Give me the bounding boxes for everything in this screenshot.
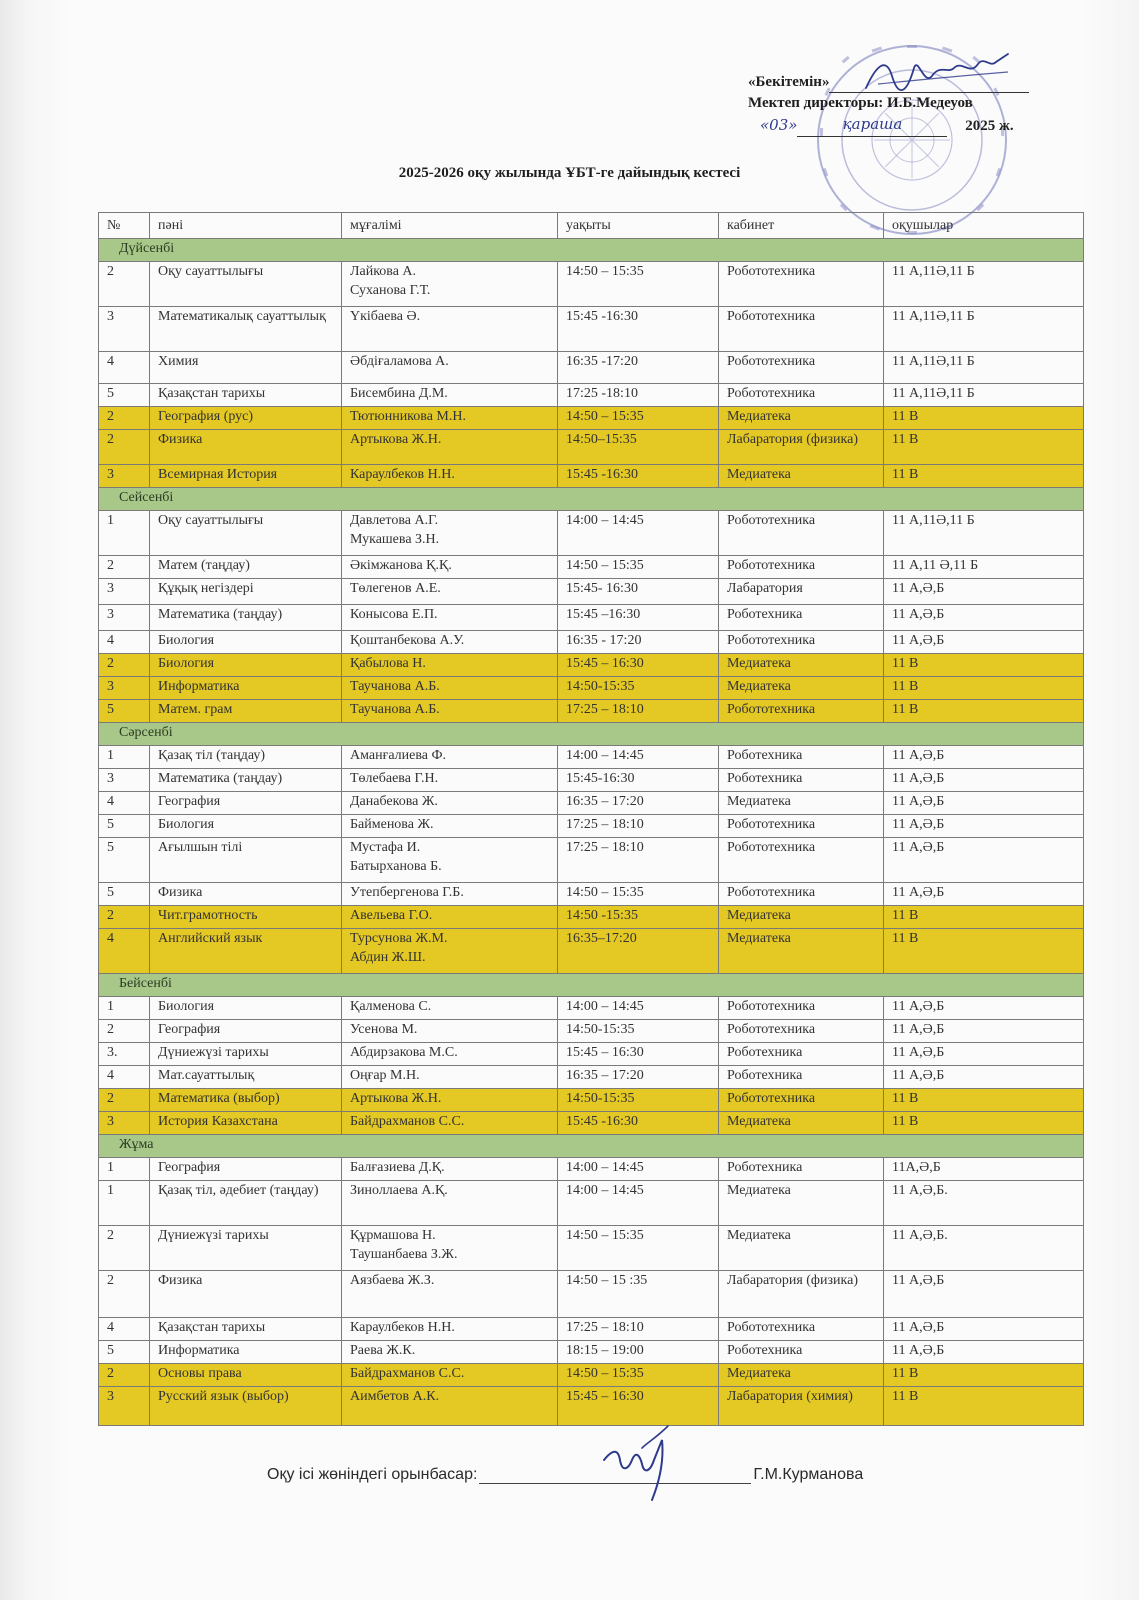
cell-number: 3	[99, 677, 150, 700]
director-line: Мектеп директоры: И.Б.Медеуов	[748, 95, 973, 111]
cell-time: 18:15 – 19:00	[558, 1341, 719, 1364]
cell-students: 11 А,Ә,Б	[884, 1271, 1084, 1318]
table-row	[99, 465, 1084, 488]
table-row	[99, 605, 1084, 631]
cell-time: 17:25 -18:10	[558, 384, 719, 407]
cell-room: Медиатека	[719, 1364, 884, 1387]
table-row	[99, 1226, 1084, 1271]
table-row	[99, 430, 1084, 465]
cell-teacher: Абдирзакова М.С.	[342, 1043, 558, 1066]
cell-time: 14:50 – 15:35	[558, 407, 719, 430]
table-row	[99, 769, 1084, 792]
cell-teacher: Үкібаева Ә.	[342, 307, 558, 352]
deputy-signature	[598, 1420, 688, 1510]
cell-time: 14:00 – 14:45	[558, 997, 719, 1020]
cell-room: Медиатека	[719, 906, 884, 929]
col-header-number: №	[99, 213, 150, 239]
col-header-students: оқушылар	[884, 213, 1084, 239]
table-row	[99, 262, 1084, 307]
cell-subject: Чит.грамотность	[150, 906, 342, 929]
table-row	[99, 1364, 1084, 1387]
cell-teacher: Лайкова А. Суханова Г.Т.	[342, 262, 558, 307]
cell-number: 3	[99, 465, 150, 488]
cell-room: Лабаратория (физика)	[719, 1271, 884, 1318]
table-row	[99, 407, 1084, 430]
cell-time: 14:50 – 15:35	[558, 1226, 719, 1271]
cell-students: 11 А,Ә,Б	[884, 997, 1084, 1020]
cell-number: 5	[99, 815, 150, 838]
cell-time: 15:45 -16:30	[558, 307, 719, 352]
table-row	[99, 815, 1084, 838]
cell-room: Медиатека	[719, 654, 884, 677]
cell-number: 5	[99, 1341, 150, 1364]
cell-subject: География	[150, 792, 342, 815]
cell-room: Медиатека	[719, 1181, 884, 1226]
cell-teacher: Конысова Е.П.	[342, 605, 558, 631]
cell-teacher: Балғазиева Д.Қ.	[342, 1158, 558, 1181]
cell-number: 3	[99, 579, 150, 605]
cell-subject: Физика	[150, 883, 342, 906]
table-row	[99, 1158, 1084, 1181]
cell-time: 15:45 – 16:30	[558, 654, 719, 677]
cell-number: 4	[99, 1066, 150, 1089]
footer-label: Оқу ісі жөніндегі орынбасар:	[267, 1466, 478, 1483]
cell-students: 11 А,Ә,Б	[884, 1043, 1084, 1066]
cell-students: 11 А,11Ә,11 Б	[884, 511, 1084, 556]
cell-subject: Математика (таңдау)	[150, 769, 342, 792]
cell-time: 14:50-15:35	[558, 677, 719, 700]
cell-students: 11 А,11Ә,11 Б	[884, 384, 1084, 407]
cell-subject: Физика	[150, 1271, 342, 1318]
table-row	[99, 511, 1084, 556]
cell-number: 3	[99, 1387, 150, 1426]
cell-number: 2	[99, 654, 150, 677]
cell-time: 14:50–15:35	[558, 430, 719, 465]
cell-room: Роботехника	[719, 1066, 884, 1089]
table-row	[99, 929, 1084, 974]
cell-teacher: Давлетова А.Г. Мукашева З.Н.	[342, 511, 558, 556]
table-row	[99, 792, 1084, 815]
table-row	[99, 746, 1084, 769]
day-name: Сейсенбі	[99, 488, 1084, 511]
cell-time: 15:45 – 16:30	[558, 1387, 719, 1426]
cell-number: 2	[99, 1271, 150, 1318]
day-header-row	[99, 974, 1084, 997]
cell-teacher: Аимбетов А.К.	[342, 1387, 558, 1426]
cell-number: 2	[99, 1364, 150, 1387]
cell-subject: Химия	[150, 352, 342, 384]
cell-number: 3	[99, 1112, 150, 1135]
day-header-row	[99, 239, 1084, 262]
cell-time: 15:45- 16:30	[558, 579, 719, 605]
cell-subject: Английский язык	[150, 929, 342, 974]
cell-room: Медиатека	[719, 677, 884, 700]
cell-students: 11 В	[884, 654, 1084, 677]
cell-time: 16:35 -17:20	[558, 352, 719, 384]
cell-subject: Информатика	[150, 1341, 342, 1364]
cell-room: Робототехника	[719, 883, 884, 906]
cell-teacher: Бисембина Д.М.	[342, 384, 558, 407]
cell-room: Лабаратория	[719, 579, 884, 605]
cell-teacher: Раева Ж.К.	[342, 1341, 558, 1364]
cell-time: 15:45 – 16:30	[558, 1043, 719, 1066]
cell-teacher: Әкімжанова Қ.Қ.	[342, 556, 558, 579]
cell-teacher: Қоштанбекова А.У.	[342, 631, 558, 654]
cell-time: 17:25 – 18:10	[558, 700, 719, 723]
cell-subject: Қазақстан тарихы	[150, 1318, 342, 1341]
cell-number: 5	[99, 838, 150, 883]
cell-students: 11 А,11Ә,11 Б	[884, 262, 1084, 307]
cell-time: 14:50 – 15:35	[558, 556, 719, 579]
cell-number: 2	[99, 430, 150, 465]
cell-room: Робототехника	[719, 997, 884, 1020]
cell-room: Медиатека	[719, 407, 884, 430]
cell-room: Медиатека	[719, 792, 884, 815]
cell-teacher: Байдрахманов С.С.	[342, 1112, 558, 1135]
cell-time: 17:25 – 18:10	[558, 838, 719, 883]
cell-time: 14:50 – 15:35	[558, 1364, 719, 1387]
cell-time: 14:00 – 14:45	[558, 1158, 719, 1181]
cell-time: 16:35 – 17:20	[558, 792, 719, 815]
cell-subject: География	[150, 1158, 342, 1181]
footer-signature-block	[267, 1466, 863, 1484]
cell-teacher: Утепбергенова Г.Б.	[342, 883, 558, 906]
cell-teacher: Караулбеков Н.Н.	[342, 465, 558, 488]
cell-number: 3	[99, 605, 150, 631]
cell-teacher: Төлебаева Г.Н.	[342, 769, 558, 792]
cell-students: 11 А,Ә,Б	[884, 1318, 1084, 1341]
cell-teacher: Аманғалиева Ф.	[342, 746, 558, 769]
cell-subject: Биология	[150, 631, 342, 654]
cell-teacher: Қабылова Н.	[342, 654, 558, 677]
table-header-row	[99, 213, 1084, 239]
cell-room: Робототехника	[719, 838, 884, 883]
cell-subject: Ағылшын тілі	[150, 838, 342, 883]
cell-students: 11 А,Ә,Б	[884, 792, 1084, 815]
cell-number: 2	[99, 1089, 150, 1112]
table-row	[99, 1318, 1084, 1341]
cell-number: 4	[99, 352, 150, 384]
cell-subject: Дүниежүзі тарихы	[150, 1226, 342, 1271]
table-row	[99, 1387, 1084, 1426]
cell-students: 11 А,Ә,Б	[884, 1020, 1084, 1043]
cell-students: 11 В	[884, 1089, 1084, 1112]
day-header-row	[99, 723, 1084, 746]
cell-time: 17:25 – 18:10	[558, 815, 719, 838]
cell-subject: История Казахстана	[150, 1112, 342, 1135]
cell-room: Робототехника	[719, 700, 884, 723]
cell-time: 17:25 – 18:10	[558, 1318, 719, 1341]
day-name: Бейсенбі	[99, 974, 1084, 997]
cell-number: 3	[99, 307, 150, 352]
table-row	[99, 1181, 1084, 1226]
cell-subject: Биология	[150, 815, 342, 838]
cell-number: 5	[99, 883, 150, 906]
cell-subject: Математика (выбор)	[150, 1089, 342, 1112]
cell-subject: Информатика	[150, 677, 342, 700]
cell-room: Медиатека	[719, 1226, 884, 1271]
cell-time: 14:00 – 14:45	[558, 1181, 719, 1226]
table-row	[99, 556, 1084, 579]
cell-subject: Қазақ тіл, әдебиет (таңдау)	[150, 1181, 342, 1226]
cell-teacher: Тютюнникова М.Н.	[342, 407, 558, 430]
day-name: Жұма	[99, 1135, 1084, 1158]
cell-subject: Русский язык (выбор)	[150, 1387, 342, 1426]
cell-room: Роботехника	[719, 769, 884, 792]
cell-number: 4	[99, 631, 150, 654]
cell-students: 11 А,Ә,Б.	[884, 1181, 1084, 1226]
cell-time: 14:50-15:35	[558, 1020, 719, 1043]
cell-room: Робототехника	[719, 1020, 884, 1043]
col-header-room: кабинет	[719, 213, 884, 239]
table-row	[99, 1271, 1084, 1318]
cell-room: Робототехника	[719, 1089, 884, 1112]
cell-number: 3.	[99, 1043, 150, 1066]
cell-teacher: Төлегенов А.Е.	[342, 579, 558, 605]
approval-date-month-field	[797, 114, 947, 137]
cell-number: 1	[99, 1181, 150, 1226]
cell-students: 11 А,Ә,Б	[884, 631, 1084, 654]
cell-time: 16:35 - 17:20	[558, 631, 719, 654]
cell-students: 11 В	[884, 677, 1084, 700]
cell-teacher: Оңғар М.Н.	[342, 1066, 558, 1089]
cell-time: 15:45-16:30	[558, 769, 719, 792]
cell-subject: Биология	[150, 654, 342, 677]
cell-number: 1	[99, 511, 150, 556]
cell-room: Лабаратория (химия)	[719, 1387, 884, 1426]
cell-room: Роботехника	[719, 1158, 884, 1181]
cell-subject: Основы права	[150, 1364, 342, 1387]
cell-teacher: Турсунова Ж.М. Абдин Ж.Ш.	[342, 929, 558, 974]
table-row	[99, 579, 1084, 605]
table-row	[99, 1112, 1084, 1135]
cell-room: Робототехника	[719, 815, 884, 838]
cell-subject: Қазақ тіл (таңдау)	[150, 746, 342, 769]
cell-students: 11 В	[884, 1364, 1084, 1387]
table-row	[99, 1089, 1084, 1112]
table-row	[99, 1066, 1084, 1089]
col-header-time: уақыты	[558, 213, 719, 239]
schedule-body	[99, 239, 1084, 1426]
cell-room: Медиатека	[719, 929, 884, 974]
cell-number: 1	[99, 746, 150, 769]
cell-number: 4	[99, 929, 150, 974]
day-name: Сәрсенбі	[99, 723, 1084, 746]
cell-time: 15:45 -16:30	[558, 465, 719, 488]
cell-time: 14:00 – 14:45	[558, 746, 719, 769]
cell-number: 1	[99, 997, 150, 1020]
cell-teacher: Караулбеков Н.Н.	[342, 1318, 558, 1341]
cell-subject: Математика (таңдау)	[150, 605, 342, 631]
cell-teacher: Артыкова Ж.Н.	[342, 1089, 558, 1112]
cell-room: Робототехника	[719, 511, 884, 556]
table-row	[99, 384, 1084, 407]
cell-room: Лабаратория (физика)	[719, 430, 884, 465]
cell-room: Робототехника	[719, 307, 884, 352]
cell-students: 11 А,Ә,Б	[884, 605, 1084, 631]
cell-room: Робототехника	[719, 556, 884, 579]
cell-subject: Математикалық сауаттылық	[150, 307, 342, 352]
approval-label: «Бекітемін»	[748, 74, 830, 90]
col-header-subject: пәні	[150, 213, 342, 239]
cell-teacher: Зиноллаева А.Қ.	[342, 1181, 558, 1226]
day-header-row	[99, 1135, 1084, 1158]
cell-students: 11 А,Ә,Б	[884, 769, 1084, 792]
cell-number: 2	[99, 407, 150, 430]
cell-teacher: Қалменова С.	[342, 997, 558, 1020]
cell-number: 2	[99, 1226, 150, 1271]
cell-number: 5	[99, 384, 150, 407]
cell-number: 2	[99, 906, 150, 929]
cell-room: Робототехника	[719, 1318, 884, 1341]
cell-students: 11 А,Ә,Б	[884, 883, 1084, 906]
cell-subject: Физика	[150, 430, 342, 465]
cell-number: 1	[99, 1158, 150, 1181]
cell-time: 14:50 – 15:35	[558, 262, 719, 307]
approval-date-year: 2025 ж.	[965, 118, 1014, 134]
cell-teacher: Усенова М.	[342, 1020, 558, 1043]
cell-teacher: Авельева Г.О.	[342, 906, 558, 929]
cell-subject: География	[150, 1020, 342, 1043]
schedule-table	[98, 212, 1084, 1426]
cell-room: Роботехника	[719, 1341, 884, 1364]
cell-number: 2	[99, 1020, 150, 1043]
table-row	[99, 1341, 1084, 1364]
cell-subject: Құқық негіздері	[150, 579, 342, 605]
cell-room: Робототехника	[719, 262, 884, 307]
cell-subject: Матем (таңдау)	[150, 556, 342, 579]
cell-students: 11 В	[884, 1112, 1084, 1135]
cell-students: 11 А,11Ә,11 Б	[884, 307, 1084, 352]
cell-students: 11 В	[884, 430, 1084, 465]
cell-time: 14:50 – 15:35	[558, 883, 719, 906]
cell-subject: Қазақстан тарихы	[150, 384, 342, 407]
cell-room: Робототехника	[719, 384, 884, 407]
table-row	[99, 906, 1084, 929]
approval-date-month: қараша	[842, 115, 903, 133]
cell-subject: Оқу сауаттылығы	[150, 511, 342, 556]
cell-students: 11 А,Ә,Б	[884, 1066, 1084, 1089]
cell-number: 2	[99, 556, 150, 579]
cell-students: 11 А,Ә,Б	[884, 815, 1084, 838]
cell-teacher: Құрмашова Н. Таушанбаева З.Ж.	[342, 1226, 558, 1271]
cell-students: 11 А,11 Ә,11 Б	[884, 556, 1084, 579]
cell-time: 16:35 – 17:20	[558, 1066, 719, 1089]
cell-number: 5	[99, 700, 150, 723]
cell-time: 15:45 -16:30	[558, 1112, 719, 1135]
cell-students: 11 В	[884, 906, 1084, 929]
cell-teacher: Таучанова А.Б.	[342, 700, 558, 723]
col-header-teacher: мұғалімі	[342, 213, 558, 239]
cell-time: 14:50 – 15 :35	[558, 1271, 719, 1318]
cell-students: 11 А,11Ә,11 Б	[884, 352, 1084, 384]
cell-subject: Дүниежүзі тарихы	[150, 1043, 342, 1066]
table-row	[99, 631, 1084, 654]
table-row	[99, 307, 1084, 352]
table-row	[99, 1043, 1084, 1066]
cell-time: 15:45 –16:30	[558, 605, 719, 631]
approval-date-day: «03»	[760, 116, 798, 134]
cell-teacher: Байдрахманов С.С.	[342, 1364, 558, 1387]
cell-time: 14:50-15:35	[558, 1089, 719, 1112]
cell-subject: Биология	[150, 997, 342, 1020]
footer-name: Г.М.Курманова	[753, 1466, 864, 1483]
table-row	[99, 654, 1084, 677]
cell-subject: Оқу сауаттылығы	[150, 262, 342, 307]
cell-students: 11 В	[884, 700, 1084, 723]
cell-time: 16:35–17:20	[558, 929, 719, 974]
cell-students: 11 А,Ә,Б	[884, 1341, 1084, 1364]
cell-subject: География (рус)	[150, 407, 342, 430]
table-row	[99, 352, 1084, 384]
director-signature	[858, 46, 1018, 106]
cell-room: Медиатека	[719, 465, 884, 488]
cell-room: Медиатека	[719, 1112, 884, 1135]
cell-time: 14:50 -15:35	[558, 906, 719, 929]
cell-teacher: Мустафа И. Батырханова Б.	[342, 838, 558, 883]
cell-students: 11 А,Ә,Б	[884, 746, 1084, 769]
document-title: 2025-2026 оқу жылында ҰБТ-ге дайындық кестесі	[398, 165, 741, 181]
day-name: Дүйсенбі	[99, 239, 1084, 262]
cell-number: 3	[99, 769, 150, 792]
cell-teacher: Артыкова Ж.Н.	[342, 430, 558, 465]
cell-room: Робототехника	[719, 352, 884, 384]
table-row	[99, 883, 1084, 906]
cell-students: 11 В	[884, 407, 1084, 430]
cell-students: 11 В	[884, 465, 1084, 488]
cell-subject: Матем. грам	[150, 700, 342, 723]
cell-number: 4	[99, 1318, 150, 1341]
cell-number: 4	[99, 792, 150, 815]
cell-students: 11 А,Ә,Б.	[884, 1226, 1084, 1271]
cell-number: 2	[99, 262, 150, 307]
table-row	[99, 677, 1084, 700]
cell-teacher: Аязбаева Ж.З.	[342, 1271, 558, 1318]
cell-room: Робототехника	[719, 631, 884, 654]
cell-room: Роботехника	[719, 1043, 884, 1066]
cell-students: 11 В	[884, 929, 1084, 974]
day-header-row	[99, 488, 1084, 511]
table-row	[99, 838, 1084, 883]
cell-students: 11 В	[884, 1387, 1084, 1426]
cell-subject: Всемирная История	[150, 465, 342, 488]
table-row	[99, 997, 1084, 1020]
cell-teacher: Таучанова А.Б.	[342, 677, 558, 700]
table-row	[99, 700, 1084, 723]
cell-students: 11 А,Ә,Б	[884, 838, 1084, 883]
cell-students: 11 А,Ә,Б	[884, 579, 1084, 605]
cell-subject: Мат.сауаттылық	[150, 1066, 342, 1089]
cell-time: 14:00 – 14:45	[558, 511, 719, 556]
cell-teacher: Байменова Ж.	[342, 815, 558, 838]
table-row	[99, 1020, 1084, 1043]
cell-students: 11А,Ә,Б	[884, 1158, 1084, 1181]
cell-room: Роботехника	[719, 746, 884, 769]
cell-teacher: Әбдіғаламова А.	[342, 352, 558, 384]
cell-room: Роботехника	[719, 605, 884, 631]
cell-teacher: Данабекова Ж.	[342, 792, 558, 815]
